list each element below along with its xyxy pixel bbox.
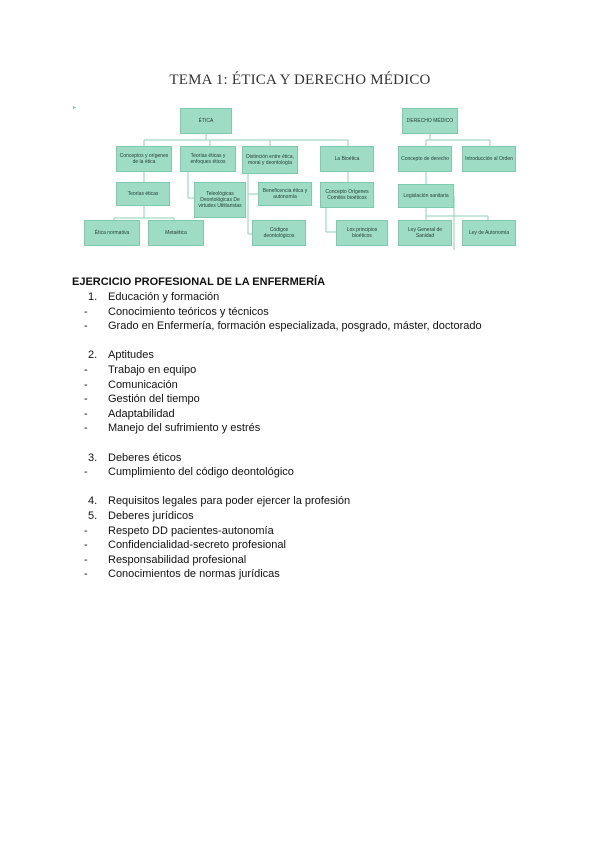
list-item — [84, 553, 554, 568]
node-etica: ÉTICA — [180, 108, 232, 134]
list-heading-text: Requisitos legales para poder ejercer la profesión — [108, 495, 351, 508]
list-dash: - — [84, 553, 88, 566]
list-item-text: Conocimiento teóricos y técnicos — [108, 305, 269, 318]
list-item — [84, 305, 554, 320]
node-ley-sanidad: Ley General de Sanidad — [398, 220, 452, 246]
node-teorias-eticas: Teorías éticas y enfoques éticos — [180, 146, 236, 172]
list-heading — [84, 451, 554, 466]
page-title: TEMA 1: ÉTICA Y DERECHO MÉDICO — [169, 72, 431, 88]
list-item-text: Confidencialidad-secreto profesional — [108, 539, 286, 552]
node-introduccion: Introducción al Orden — [462, 146, 516, 172]
node-ley-autonomia: Ley de Autonomía — [462, 220, 516, 246]
list-dash: - — [84, 466, 88, 479]
list-heading-text: Deberes jurídicos — [108, 509, 194, 522]
list-heading-text: Deberes éticos — [108, 451, 182, 464]
node-etica-normativa: Ética normativa — [84, 220, 140, 246]
list-dash: - — [84, 524, 88, 537]
list-item-text: Comunicación — [108, 378, 178, 391]
list-item-text: Grado en Enfermería, formación especializada, posgrado, máster, doctorado — [108, 320, 482, 333]
list-number: 2. — [88, 349, 98, 362]
list-item — [84, 524, 554, 539]
list-number: 4. — [88, 495, 98, 508]
concept-map — [64, 100, 540, 270]
list-item — [84, 465, 554, 480]
list-item-text: Conocimientos de normas jurídicas — [108, 568, 280, 581]
list-item — [84, 421, 554, 436]
list-heading-text: Aptitudes — [108, 349, 154, 362]
list-item — [84, 392, 554, 407]
list-dash: - — [84, 363, 88, 376]
list-item — [84, 567, 554, 582]
list-dash: - — [84, 320, 88, 333]
list-item-text: Adaptabilidad — [108, 407, 175, 420]
list-number: 3. — [88, 451, 98, 464]
list-heading-text: Educación y formación — [108, 291, 220, 303]
list-item — [84, 538, 554, 553]
list-dash: - — [84, 393, 88, 406]
node-concepto-derecho: Concepto de derecho — [398, 146, 452, 172]
list-dash: - — [84, 422, 88, 435]
node-beneficencia: Beneficencia ética y autonomía — [258, 182, 312, 206]
list-item — [84, 319, 554, 334]
list-dash: - — [84, 407, 88, 420]
node-concepto-bioetica: Concepto Orígenes Comités bioéticos — [320, 182, 374, 208]
list-number: 5. — [88, 509, 98, 522]
node-legislacion: Legislación sanitaria — [398, 184, 454, 208]
node-conceptos-etica: Conceptos y orígenes de la ética — [116, 146, 172, 172]
list-item-text: Manejo del sufrimiento y estrés — [108, 422, 261, 435]
list-item-text: Responsabilidad profesional — [108, 553, 247, 566]
list-heading — [84, 494, 554, 509]
list-item-text: Gestión del tiempo — [108, 393, 200, 406]
list-item-text: Cumplimiento del código deontológico — [108, 466, 294, 479]
list-item — [84, 363, 554, 378]
list-item-text: Trabajo en equipo — [108, 363, 197, 376]
list-item — [84, 378, 554, 393]
node-distincion: Distinción entre ética, moral y deontología — [242, 146, 298, 174]
list-dash: - — [84, 305, 88, 318]
section-heading: EJERCICIO PROFESIONAL DE LA ENFERMERÍA — [72, 276, 326, 288]
list-dash: - — [84, 539, 88, 552]
node-teleologicas: Teleológicas Deontológicas De virtudes Utilitaristas — [194, 182, 246, 218]
list-dash: - — [84, 568, 88, 581]
node-derecho-medico: DERECHO MÉDICO — [402, 108, 458, 134]
node-principios: Los principios bioéticos — [336, 220, 388, 246]
list-heading — [84, 290, 554, 305]
list-item — [84, 407, 554, 422]
node-teorias-clasicas: Teorías éticas — [116, 182, 170, 206]
bullet-marker: ▸ — [73, 105, 77, 111]
list-heading — [84, 509, 554, 524]
list-number: 1. — [88, 291, 98, 303]
node-bioetica: La Bioética — [320, 146, 374, 172]
list-item-text: Respeto DD pacientes-autonomía — [108, 524, 274, 537]
node-metaetica: Metaética — [148, 220, 204, 246]
exercise-list — [84, 290, 554, 582]
list-dash: - — [84, 378, 88, 391]
list-heading — [84, 348, 554, 363]
node-codigos: Códigos deontológicos — [252, 220, 306, 246]
